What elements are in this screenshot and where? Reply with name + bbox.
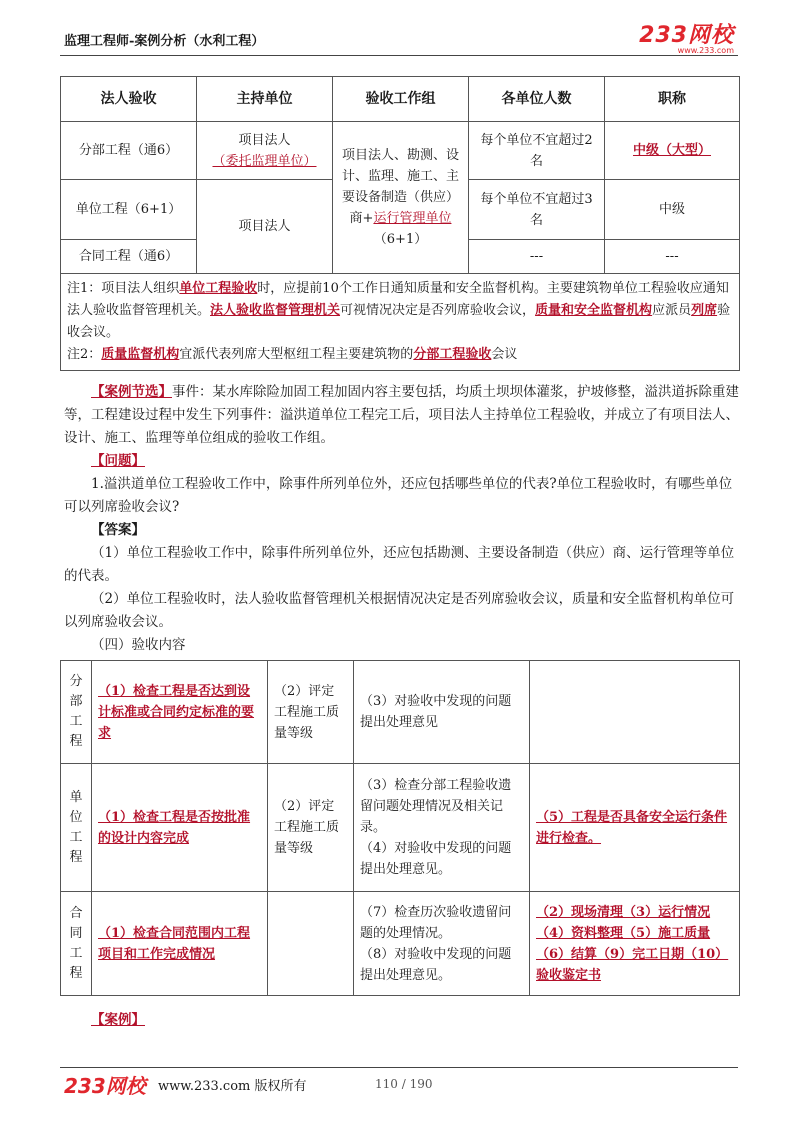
table-header-row [61, 77, 740, 122]
answer-label: 【答案】 [91, 522, 145, 538]
table-row [61, 661, 740, 764]
cell-item: （2）评定工程施工质量等级 [268, 764, 354, 892]
table-notes-row [61, 274, 740, 371]
acceptance-table [60, 76, 740, 371]
table-row [61, 122, 740, 180]
cell-item: （3）检查分部工程验收遗留问题处理情况及相关记录。 （4）对验收中发现的问题提出处理意见。 [354, 764, 530, 892]
cell-empty [268, 892, 354, 996]
cell-type: 分部工程（通6） [61, 122, 197, 180]
cell-item: （1）检查工程是否达到设计标准或合同约定标准的要求 [92, 661, 268, 764]
cell-host: 项目法人 [197, 180, 333, 274]
case2-section [64, 1009, 740, 1032]
row-label: 合同工程 [61, 892, 92, 996]
col-header: 验收工作组 [333, 77, 469, 122]
logo-subtext: www.233.com [677, 46, 734, 55]
case-section [64, 381, 740, 657]
cell-item: （3）对验收中发现的问题提出处理意见 [354, 661, 530, 764]
group-text: 项目法人、勘测、设计、监理、施工、主要设备制造（供应）商+ [341, 148, 459, 226]
acceptance-content-table [60, 660, 740, 996]
row-label: 单位工程 [61, 764, 92, 892]
group-suffix: （6+1） [373, 232, 428, 247]
cell-title: 中级 [605, 180, 740, 240]
answer-1: （1）单位工程验收工作中，除事件所列单位外，还应包括勘测、主要设备制造（供应）商、运行管理等单位的代表。 [64, 545, 735, 584]
cell-item: （5）工程是否具备安全运行条件进行检查。 [530, 764, 740, 892]
cell-type: 合同工程（通6） [61, 240, 197, 274]
question-text: 1.溢洪道单位工程验收工作中，除事件所列单位外，还应包括哪些单位的代表?单位工程验收时，有哪些单位可以列席验收会议? [64, 476, 733, 515]
cell-count: --- [469, 240, 605, 274]
case2-label: 【案例】 [91, 1012, 145, 1028]
col-header: 法人验收 [61, 77, 197, 122]
cell-host [197, 122, 333, 180]
host-note: （委托监理单位） [212, 153, 317, 169]
cell-count: 每个单位不宜超过2名 [469, 122, 605, 180]
question-label-line [64, 450, 740, 473]
logo-text: 233网校 [639, 23, 734, 48]
header-title: 监理工程师-案例分析（水利工程） [64, 34, 265, 49]
cell-title: --- [605, 240, 740, 274]
cell-empty [530, 661, 740, 764]
col-header: 职称 [605, 77, 740, 122]
section-heading: （四）验收内容 [91, 637, 186, 653]
header-divider [60, 55, 738, 56]
cell-count: 每个单位不宜超过3名 [469, 180, 605, 240]
table-row [61, 764, 740, 892]
footer-divider [60, 1067, 738, 1068]
case-paragraph [64, 381, 740, 450]
col-header: 各单位人数 [469, 77, 605, 122]
brand-logo[interactable] [639, 18, 734, 55]
cell-item: （1）检查合同范围内工程项目和工作完成情况 [92, 892, 268, 996]
cell-item: （1）检查工程是否按批准的设计内容完成 [92, 764, 268, 892]
group-highlight: 运行管理单位 [373, 211, 452, 226]
case-label: 【案例节选】 [91, 384, 172, 400]
question-label: 【问题】 [91, 453, 145, 469]
cell-item: （2）现场清理（3）运行情况（4）资料整理（5）施工质量（6）结算（9）完工日期（10）验收鉴定书 [530, 892, 740, 996]
row-label: 分部工程 [61, 661, 92, 764]
cell-item: （2）评定工程施工质量等级 [268, 661, 354, 764]
cell-item: （7）检查历次验收遗留问题的处理情况。 （8）对验收中发现的问题提出处理意见。 [354, 892, 530, 996]
col-header: 主持单位 [197, 77, 333, 122]
page-number: 110 / 190 [375, 1077, 433, 1091]
footer-copyright: www.233.com 版权所有 [158, 1079, 307, 1094]
cell-title: 中级（大型） [605, 122, 740, 180]
note-2: 注2：质量监督机构宜派代表列席大型枢纽工程主要建筑物的分部工程验收会议 [67, 347, 518, 362]
cell-type: 单位工程（6+1） [61, 180, 197, 240]
footer-logo[interactable]: 233网校 [64, 1074, 146, 1098]
cell-work-group [333, 122, 469, 274]
note-1: 注1：项目法人组织单位工程验收时，应提前10个工作日通知质量和安全监督机构。主要建筑物单位工程验收应通知法人验收监督管理机关。法人验收监督管理机关可视情况决定是否列席验收会议，质量和安全监督机构应派员列席验收会议。 [67, 281, 731, 340]
table-notes [61, 274, 740, 371]
table-row [61, 892, 740, 996]
answer-2: （2）单位工程验收时，法人验收监督管理机关根据情况决定是否列席验收会议，质量和安全监督机构单位可以列席验收会议。 [64, 591, 735, 630]
host-text: 项目法人 [238, 132, 291, 148]
case-text: 事件：某水库除险加固工程加固内容主要包括，均质土坝坝体灌浆，护坡修整，溢洪道拆除重建等，工程建设过程中发生下列事件：溢洪道单位工程完工后，项目法人主持单位工程验收，并成立了有项目法人、设计、施工、监理等单位组成的验收工作组。 [64, 384, 739, 446]
